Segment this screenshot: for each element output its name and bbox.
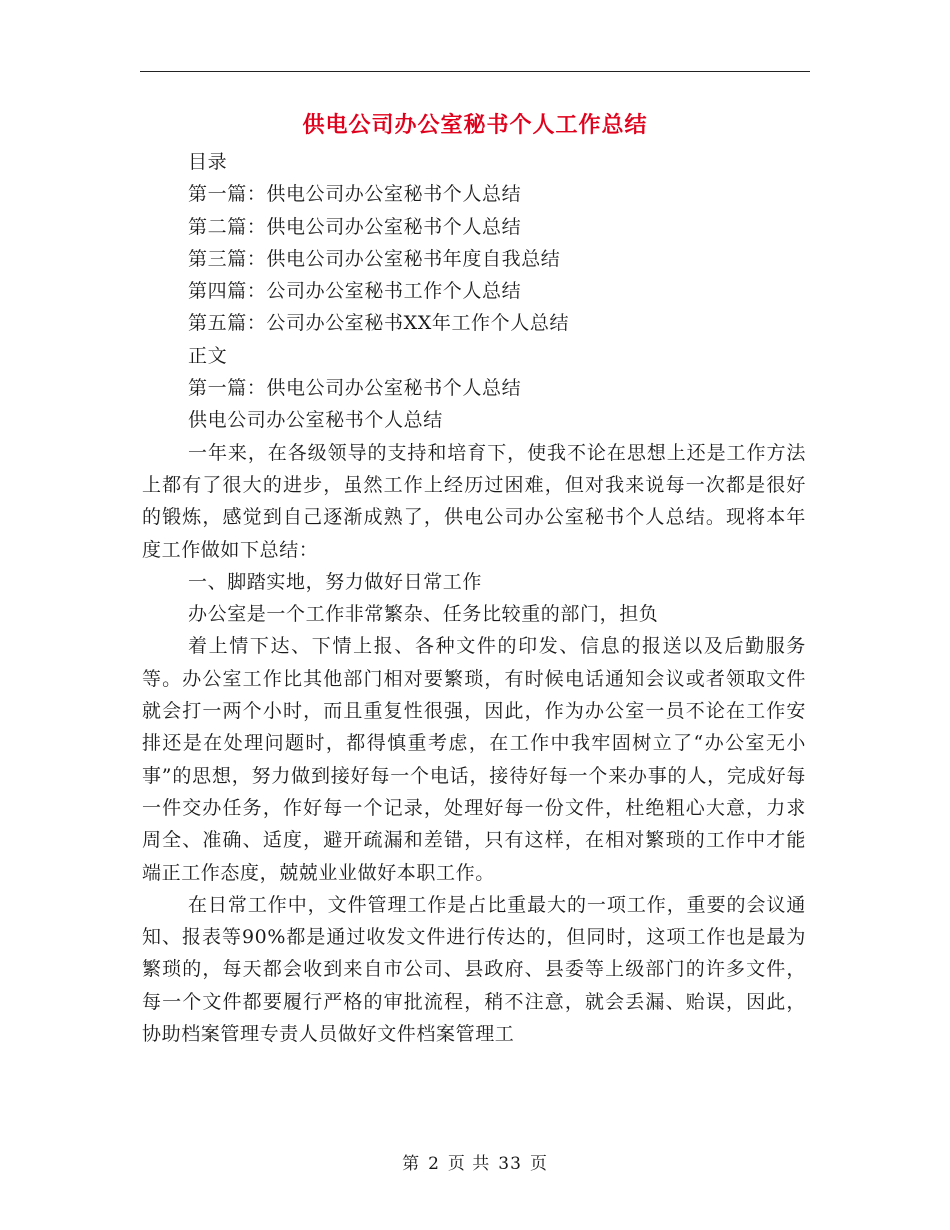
toc-item: 第四篇：公司办公室秘书工作个人总结 xyxy=(188,280,522,303)
toc-item: 第二篇：供电公司办公室秘书个人总结 xyxy=(188,215,522,238)
toc-item: 第五篇：公司办公室秘书XX年工作个人总结 xyxy=(188,312,570,335)
page-footer xyxy=(0,1152,950,1176)
chapter-title: 第一篇：供电公司办公室秘书个人总结 xyxy=(188,377,522,400)
toc-item: 第三篇：供电公司办公室秘书年度自我总结 xyxy=(188,247,561,270)
document-title: 供电公司办公室秘书个人工作总结 xyxy=(302,113,648,138)
footer-middle: 页 共 xyxy=(447,1154,491,1174)
total-pages: 33 xyxy=(498,1154,522,1174)
paragraph: 办公室是一个工作非常繁杂、任务比较重的部门，担负 xyxy=(188,603,659,626)
paragraph: 在日常工作中，文件管理工作是占比重最大的一项工作，重要的会议通知、报表等90%都是通过收发文件进行传达的，但同时，这项工作也是最为繁琐的，每天都会收到来自市公司、县政府、县委等上级部门的许多文件，每一个文件都要履行严格的审批流程，稍不注意，就会丢漏、贻误，因此，协助档案管理专责人员做好文件档案管理工 xyxy=(142,893,806,1046)
paragraph: 着上情下达、下情上报、各种文件的印发、信息的报送以及后勤服务等。办公室工作比其他部门相对要繁琐，有时候电话通知会议或者领取文件就会打一两个小时，而且重复性很强，因此，作为办公室一员不论在工作安排还是在处理问题时，都得慎重考虑，在工作中我牢固树立了“办公室无小事”的思想，努力做到接好每一个电话，接待好每一个来办事的人，完成好每一件交办任务，作好每一个记录，处理好每一份文件，杜绝粗心大意，力求周全、准确、适度，避开疏漏和差错，只有这样，在相对繁琐的工作中才能端正工作态度，兢兢业业做好本职工作。 xyxy=(142,635,806,884)
toc-item: 第一篇：供电公司办公室秘书个人总结 xyxy=(188,183,522,206)
toc-heading: 目录 xyxy=(188,151,228,173)
header-rule xyxy=(140,71,810,72)
document-body xyxy=(142,146,806,1050)
paragraph: 一年来，在各级领导的支持和培育下，使我不论在思想上还是工作方法上都有了很大的进步，虽然工作上经历过困难，但对我来说每一次都是很好的锻炼，感觉到自己逐渐成熟了，供电公司办公室秘书个人总结。现将本年度工作做如下总结： xyxy=(142,441,806,561)
footer-prefix: 第 xyxy=(402,1154,421,1174)
footer-suffix: 页 xyxy=(529,1154,548,1174)
body-heading: 正文 xyxy=(188,344,228,367)
section-subtitle: 供电公司办公室秘书个人总结 xyxy=(188,409,443,432)
current-page-number: 2 xyxy=(428,1154,440,1174)
section-heading: 一、脚踏实地，努力做好日常工作 xyxy=(188,570,483,593)
